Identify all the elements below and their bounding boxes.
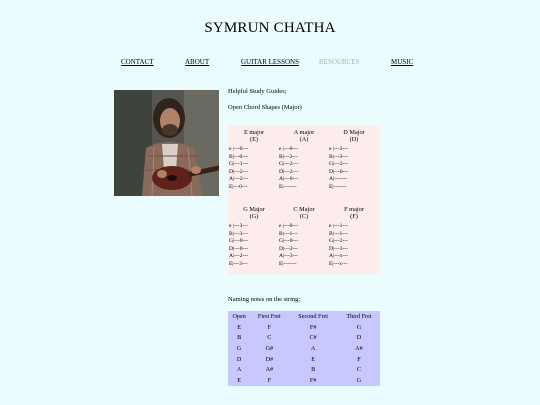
tab-line: E|---x--- <box>329 260 348 267</box>
nav-about[interactable]: ABOUT <box>185 58 210 66</box>
tab-line: G|---2--- <box>279 161 299 168</box>
tab-line: D|---0--- <box>329 168 349 175</box>
table-row <box>228 354 380 365</box>
column-header: Second Fret <box>298 312 328 320</box>
table-cell: G <box>356 376 362 384</box>
tab-line: B|---2--- <box>279 153 298 160</box>
chord-tab <box>229 146 279 192</box>
chord-name: F major <box>344 206 364 213</box>
tab-line: E|------- <box>329 183 347 190</box>
table-cell: C# <box>309 334 317 342</box>
table-cell: F <box>357 355 361 363</box>
table-row <box>228 364 380 375</box>
table-cell: E <box>311 355 316 363</box>
notes-table-header-row <box>228 311 380 322</box>
column-header: Third Fret <box>346 312 372 320</box>
tab-line: A|---2--- <box>229 176 249 183</box>
chord-f-major <box>329 206 379 269</box>
table-cell: E <box>237 323 242 331</box>
table-cell: F# <box>309 323 317 331</box>
chord-tab <box>329 146 379 192</box>
tab-line: G|---2--- <box>329 238 349 245</box>
nav-guitar-lessons[interactable]: GUITAR LESSONS <box>241 58 299 66</box>
table-cell: C <box>267 334 272 342</box>
tab-line: E|---0--- <box>229 183 248 190</box>
table-cell: B <box>237 334 242 342</box>
naming-notes-label: Naming notes on the string; <box>228 296 301 303</box>
chord-tab <box>329 223 379 269</box>
chord-short: (C) <box>299 213 309 220</box>
tab-line: E|---3--- <box>229 260 248 267</box>
chord-c-major <box>279 206 329 269</box>
table-row <box>228 322 380 333</box>
chord-short: (G) <box>249 213 259 220</box>
table-cell: F <box>267 323 272 331</box>
chord-shapes-label: Open Chord Shapes (Major) <box>228 104 302 111</box>
table-row <box>228 375 380 386</box>
table-cell: E <box>237 376 242 384</box>
tab-line: e |---0--- <box>229 146 248 152</box>
chord-name: G Major <box>243 206 265 213</box>
chord-name: A major <box>293 129 315 136</box>
tab-line: e |---0--- <box>279 223 298 229</box>
table-cell: G <box>236 344 242 352</box>
tab-line: E|------- <box>279 260 297 267</box>
column-header: First Fret <box>257 312 281 320</box>
tab-line: D|---0--- <box>229 245 249 252</box>
tab-line: A|---2--- <box>229 253 249 260</box>
tab-line: G|---0--- <box>229 238 249 245</box>
tab-line: A|---0--- <box>279 176 299 183</box>
tab-line: D|---2--- <box>279 168 299 175</box>
table-cell: G# <box>265 344 274 352</box>
tab-line: B|---3--- <box>229 230 248 237</box>
main-nav <box>0 58 540 70</box>
chord-tab <box>279 146 329 192</box>
tab-line: D|---3--- <box>329 245 349 252</box>
notes-table <box>228 311 380 386</box>
guitarist-photo-illustration <box>114 90 219 196</box>
chord-a-major <box>279 129 329 192</box>
chord-tab <box>279 223 329 269</box>
site-title: SYMRUN CHATHA <box>204 20 336 36</box>
table-row <box>228 343 380 354</box>
tab-line: e |---0--- <box>279 146 298 152</box>
study-guides-label: Helpful Study Guides; <box>228 88 287 95</box>
chord-name: D Major <box>343 129 365 136</box>
nav-music[interactable]: MUSIC <box>391 58 414 66</box>
tab-line: G|---0--- <box>279 238 299 245</box>
table-row <box>228 332 380 343</box>
table-cell: D <box>236 355 242 363</box>
nav-resources[interactable]: RESOURCES <box>319 58 360 66</box>
chord-tab <box>229 223 279 269</box>
chord-e-major <box>229 129 279 192</box>
table-cell: A# <box>265 366 274 374</box>
chord-short: (F) <box>350 213 358 220</box>
table-cell: A# <box>355 344 363 352</box>
chord-short: (E) <box>249 136 259 143</box>
tab-line: B|---3--- <box>329 153 348 160</box>
table-cell: A <box>310 344 316 352</box>
tab-line: e |---2--- <box>329 146 348 152</box>
tab-line: B|---1--- <box>279 230 298 237</box>
chord-shapes-panel <box>228 126 380 274</box>
tab-line: A|---x--- <box>329 253 349 260</box>
tab-line: e |---1--- <box>329 223 348 229</box>
tab-line: A|------- <box>329 176 348 183</box>
chord-name: E major <box>243 129 265 136</box>
tab-line: B|---0--- <box>229 153 248 160</box>
table-cell: D# <box>265 355 274 363</box>
table-cell: C <box>356 366 362 374</box>
chord-short: (D) <box>349 136 359 143</box>
table-cell: G <box>356 323 362 331</box>
profile-photo <box>114 90 219 196</box>
table-cell: B <box>311 366 316 374</box>
table-cell: A <box>236 366 242 374</box>
nav-contact[interactable]: CONTACT <box>121 58 154 66</box>
tab-line: D|---2--- <box>229 168 249 175</box>
table-cell: F <box>267 376 272 384</box>
table-cell: D <box>356 334 362 342</box>
tab-line: e |---3--- <box>229 223 248 229</box>
tab-line: A|---3--- <box>279 253 299 260</box>
tab-line: D|---2--- <box>279 245 299 252</box>
column-header: Open <box>232 312 246 320</box>
table-cell: F# <box>309 376 317 384</box>
chord-g-major <box>229 206 279 269</box>
chord-name: C Major <box>293 206 315 213</box>
tab-line: G|---1--- <box>229 161 249 168</box>
chord-short: (A) <box>299 136 309 143</box>
chord-d-major <box>329 129 379 192</box>
tab-line: E|------- <box>279 183 297 190</box>
tab-line: B|---1--- <box>329 230 348 237</box>
tab-line: G|---2--- <box>329 161 349 168</box>
